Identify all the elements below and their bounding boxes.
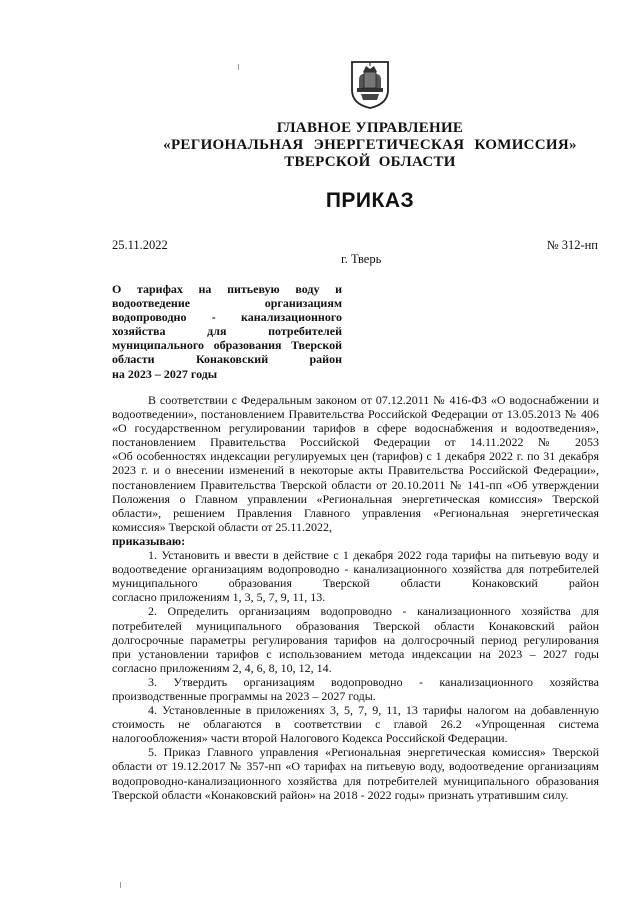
- subject-line: хозяйства для потребителей: [112, 324, 342, 339]
- coat-of-arms-emblem: [349, 60, 391, 110]
- body-line: муниципального образования Тверской области Конаковский район: [112, 576, 599, 591]
- org-title-line-1: ГЛАВНОЕ УПРАВЛЕНИЕ: [276, 120, 464, 136]
- document-date: 25.11.2022: [112, 238, 168, 252]
- subject-line: водоотведение организациям: [112, 296, 342, 311]
- body-line: 3. Утвердить организациям водопроводно - канализационного хозяйства: [148, 674, 599, 689]
- document-body: [112, 393, 599, 802]
- body-line: при установлении тарифов с использованием метода индексации на 2023 – 2027 годы: [112, 646, 599, 661]
- document-number: № 312-нп: [546, 238, 598, 252]
- body-line: налогообложения» части второй Налогового Кодекса Российской Федерации.: [112, 731, 508, 746]
- body-line: «Об особенностях индексации регулируемых цен (тарифов) с 1 декабря 2022 г. по 31 декабря: [112, 449, 599, 464]
- subject-line: О тарифах на питьевую воду и: [112, 282, 342, 296]
- body-line: производственные программы на 2023 – 2027 годы.: [112, 688, 376, 703]
- body-line: 4. Установленные в приложениях 3, 5, 7, 9, 11, 13 тарифы налогом на добавленную: [148, 703, 599, 718]
- body-line: Положения о Главном управлении «Региональная энергетическая комиссия» Тверской: [112, 491, 599, 506]
- body-line: водоотведение организациям водопроводно - канализационного хозяйства для потребителей: [112, 562, 599, 577]
- document-city: г. Тверь: [341, 252, 382, 266]
- subject-line: водопроводно - канализационного: [112, 310, 342, 325]
- document-type-title: ПРИКАЗ: [325, 189, 415, 212]
- body-line: постановлением Правительства Тверской области от 20.10.2011 № 141-пп «Об утверждении: [112, 477, 599, 492]
- body-line: долгосрочные параметры регулирования тарифов на долгосрочный период регулирования: [112, 632, 599, 647]
- body-line: согласно приложениям 1, 3, 5, 7, 9, 11, 13.: [112, 590, 326, 605]
- subject-line: области Конаковский район: [112, 352, 342, 367]
- body-line: 5. Приказ Главного управления «Региональная энергетическая комиссия» Тверской: [148, 745, 599, 760]
- document-subject: [112, 282, 342, 381]
- org-title-line-3: ТВЕРСКОЙ ОБЛАСТИ: [284, 154, 456, 170]
- body-line: области», решением Правления Главного управления «Региональная энергетическая: [112, 505, 599, 520]
- body-line: постановлением Правительства Российской Федерации от 14.11.2022 № 2053: [112, 435, 599, 450]
- order-keyword: приказываю:: [112, 533, 186, 548]
- body-line: потребителей муниципального образования Тверской области Конаковский район: [112, 618, 599, 633]
- body-line: области от 19.12.2017 № 357-нп «О тарифах на питьевую воду, водоотведение организациям: [112, 759, 599, 774]
- scan-mark: [238, 64, 239, 70]
- body-line: стоимость не облагаются в соответствии с главой 26.2 «Упрощенная система: [112, 717, 599, 732]
- body-line: «О государственном регулировании тарифов в сфере водоснабжения и водоотведения»,: [112, 421, 599, 436]
- body-line: водоотведении», постановлением Правительства Российской Федерации от 13.05.2013 № 406: [112, 407, 599, 422]
- subject-line: муниципального образования Тверской: [112, 338, 342, 353]
- org-title-line-2: «РЕГИОНАЛЬНАЯ ЭНЕРГЕТИЧЕСКАЯ КОМИССИЯ»: [163, 137, 577, 153]
- scan-mark: [120, 882, 121, 888]
- body-line: водопроводно-канализационного хозяйства для потребителей муниципального образования: [112, 773, 599, 788]
- body-line: Тверской области «Конаковский район» на 2018 - 2022 годы» признать утратившим силу.: [112, 787, 569, 802]
- body-line: 2. Определить организациям водопроводно - канализационного хозяйства для: [148, 604, 599, 619]
- body-line: согласно приложениям 2, 4, 6, 8, 10, 12, 14.: [112, 660, 332, 675]
- body-line: 2023 г. и о внесении изменений в некоторые акты Правительства Российской Федерации»,: [112, 463, 599, 478]
- body-line: 1. Установить и ввести в действие с 1 декабря 2022 года тарифы на питьевую воду и: [148, 548, 599, 563]
- body-line: В соответствии с Федеральным законом от 07.12.2011 № 416-ФЗ «О водоснабжении и: [148, 393, 599, 407]
- body-line: комиссия» Тверской области от 25.11.2022,: [112, 519, 332, 534]
- subject-line: на 2023 – 2027 годы: [112, 366, 218, 381]
